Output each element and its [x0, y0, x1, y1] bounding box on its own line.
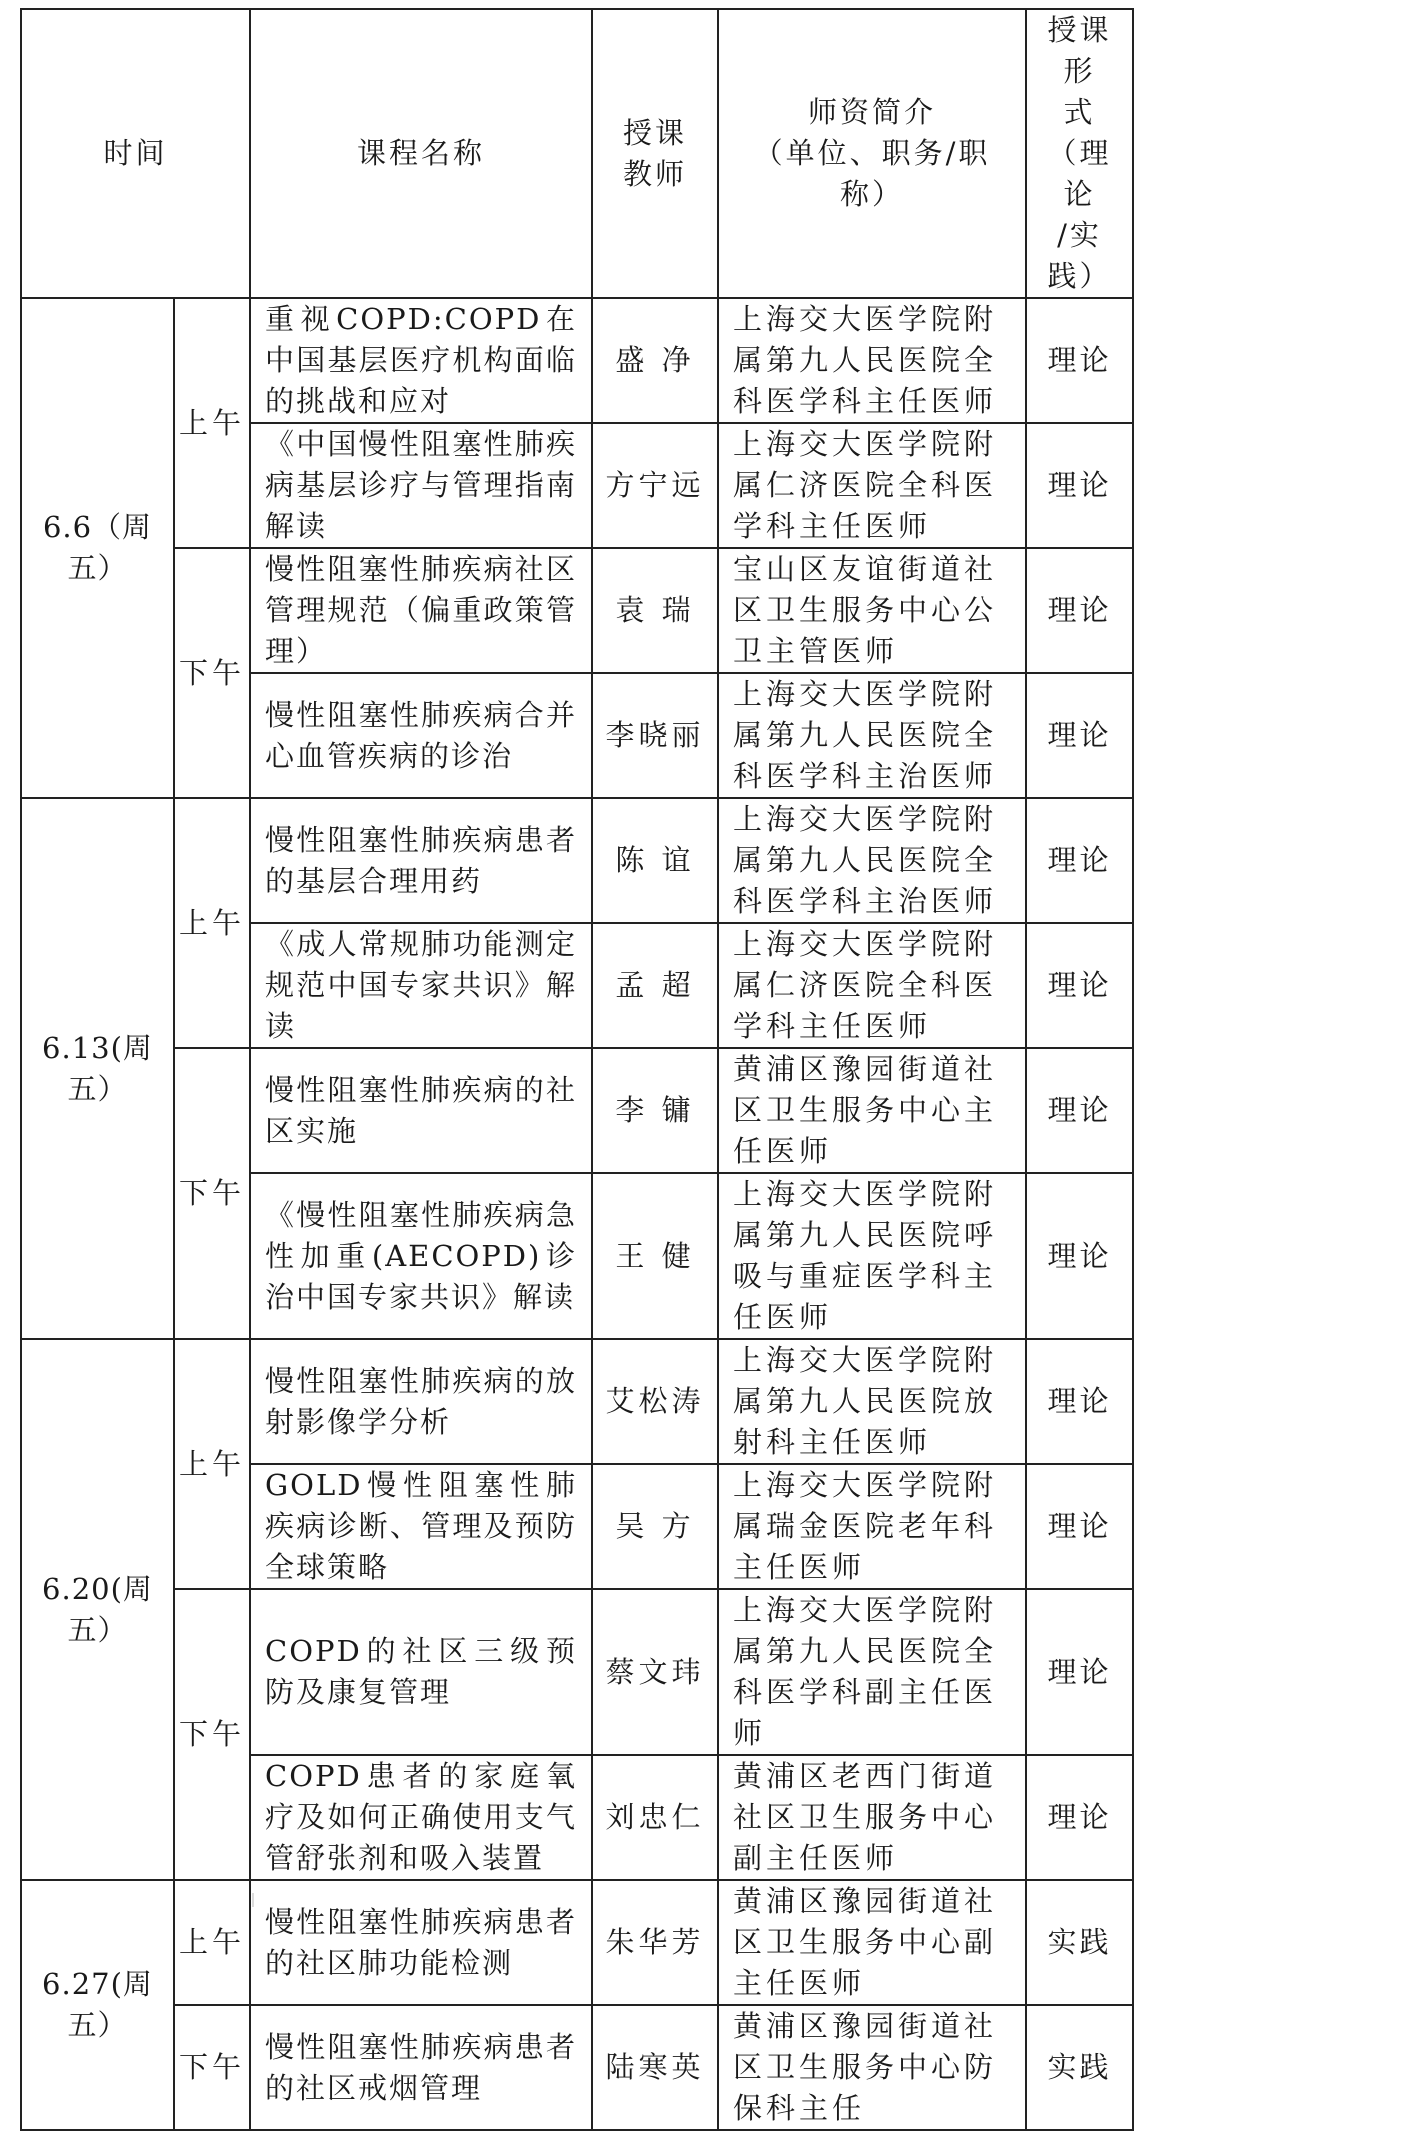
- teacher-bio: 上海交大医学院附属瑞金医院老年科主任医师: [718, 1464, 1026, 1589]
- teacher-bio: 上海交大医学院附属仁济医院全科医学科主任医师: [718, 923, 1026, 1048]
- course-schedule-table: [20, 8, 1134, 2131]
- teacher-name: 孟 超: [592, 923, 718, 1048]
- teaching-form: 理论: [1026, 1589, 1133, 1755]
- teacher-bio: 黄浦区豫园街道社区卫生服务中心副主任医师: [718, 1880, 1026, 2005]
- header-line: 授课: [622, 115, 687, 150]
- teaching-form: 实践: [1026, 2005, 1133, 2130]
- session-period: 下午: [174, 2005, 250, 2130]
- table-row: [21, 1880, 1133, 2005]
- teacher-bio: 上海交大医学院附属第九人民医院全科医学科主任医师: [718, 298, 1026, 423]
- teacher-name: 艾松涛: [592, 1339, 718, 1464]
- session-period: 上午: [174, 1880, 250, 2005]
- teacher-name: 盛 净: [592, 298, 718, 423]
- header-course-name: [250, 9, 592, 298]
- teacher-name: 吴 方: [592, 1464, 718, 1589]
- teaching-form: 理论: [1026, 1464, 1133, 1589]
- scan-artifact: [252, 1893, 254, 1907]
- table-row: [21, 1339, 1133, 1464]
- teaching-form: 理论: [1026, 298, 1133, 423]
- course-name: COPD患者的家庭氧疗及如何正确使用支气管舒张剂和吸入装置: [250, 1755, 592, 1880]
- course-name: 慢性阻塞性肺疾病患者的基层合理用药: [250, 798, 592, 923]
- header-line: 时间: [103, 136, 168, 170]
- header-line: 授课形: [1047, 13, 1112, 88]
- session-date: 6.27(周五）: [21, 1880, 174, 2130]
- teacher-bio: 上海交大医学院附属第九人民医院全科医学科主治医师: [718, 673, 1026, 798]
- session-date: 6.20(周五）: [21, 1339, 174, 1880]
- teacher-name: 李 镛: [592, 1048, 718, 1173]
- course-name: GOLD慢性阻塞性肺疾病诊断、管理及预防全球策略: [250, 1464, 592, 1589]
- course-name: 慢性阻塞性肺疾病合并心血管疾病的诊治: [250, 673, 592, 798]
- course-name: 慢性阻塞性肺疾病社区管理规范（偏重政策管理）: [250, 548, 592, 673]
- teaching-form: 理论: [1026, 673, 1133, 798]
- session-period: 下午: [174, 1589, 250, 1880]
- teacher-bio: 上海交大医学院附属第九人民医院放射科主任医师: [718, 1339, 1026, 1464]
- teacher-bio: 上海交大医学院附属第九人民医院全科医学科副主任医师: [718, 1589, 1026, 1755]
- teacher-bio: 黄浦区豫园街道社区卫生服务中心主任医师: [718, 1048, 1026, 1173]
- teacher-name: 方宁远: [592, 423, 718, 548]
- schedule-body: [21, 298, 1133, 2130]
- header-line: /实践）: [1047, 218, 1112, 293]
- header-line: 教师: [622, 156, 687, 191]
- teaching-form: 理论: [1026, 1173, 1133, 1339]
- session-period: 下午: [174, 548, 250, 798]
- teacher-name: 袁 瑞: [592, 548, 718, 673]
- table-row: [21, 1048, 1133, 1173]
- header-line: 课程名称: [356, 136, 485, 170]
- course-name: 《慢性阻塞性肺疾病急性加重(AECOPD)诊治中国专家共识》解读: [250, 1173, 592, 1339]
- teaching-form: 理论: [1026, 1339, 1133, 1464]
- header-line: （理论: [1047, 136, 1112, 211]
- teacher-name: 王 健: [592, 1173, 718, 1339]
- teacher-bio: 黄浦区豫园街道社区卫生服务中心防保科主任: [718, 2005, 1026, 2130]
- teacher-bio: 黄浦区老西门街道社区卫生服务中心副主任医师: [718, 1755, 1026, 1880]
- course-name: 慢性阻塞性肺疾病患者的社区戒烟管理: [250, 2005, 592, 2130]
- table-row: [21, 798, 1133, 923]
- course-name: 《成人常规肺功能测定规范中国专家共识》解读: [250, 923, 592, 1048]
- session-period: 下午: [174, 1048, 250, 1339]
- teaching-form: 理论: [1026, 1755, 1133, 1880]
- table-row: [21, 2005, 1133, 2130]
- header-line: 式: [1063, 95, 1096, 129]
- teacher-name: 陈 谊: [592, 798, 718, 923]
- teacher-bio: 宝山区友谊街道社区卫生服务中心公卫主管医师: [718, 548, 1026, 673]
- table-row: [21, 298, 1133, 423]
- teacher-bio: 上海交大医学院附属仁济医院全科医学科主任医师: [718, 423, 1026, 548]
- course-name: 慢性阻塞性肺疾病的社区实施: [250, 1048, 592, 1173]
- header-teacher: [592, 9, 718, 298]
- teacher-name: 李晓丽: [592, 673, 718, 798]
- course-name: 慢性阻塞性肺疾病的放射影像学分析: [250, 1339, 592, 1464]
- session-date: 6.13(周五）: [21, 798, 174, 1339]
- teacher-name: 朱华芳: [592, 1880, 718, 2005]
- session-period: 上午: [174, 798, 250, 1048]
- header-teaching-form: [1026, 9, 1133, 298]
- teacher-name: 刘忠仁: [592, 1755, 718, 1880]
- teaching-form: 理论: [1026, 423, 1133, 548]
- teaching-form: 理论: [1026, 1048, 1133, 1173]
- session-period: 上午: [174, 298, 250, 548]
- session-date: 6.6（周五）: [21, 298, 174, 798]
- teacher-name: 蔡文玮: [592, 1589, 718, 1755]
- table-row: [21, 548, 1133, 673]
- course-name: COPD的社区三级预防及康复管理: [250, 1589, 592, 1755]
- header-line: 师资简介: [807, 95, 936, 129]
- teaching-form: 理论: [1026, 798, 1133, 923]
- teacher-bio: 上海交大医学院附属第九人民医院呼吸与重症医学科主任医师: [718, 1173, 1026, 1339]
- course-name: 重视COPD:COPD在中国基层医疗机构面临的挑战和应对: [250, 298, 592, 423]
- header-time: [21, 9, 250, 298]
- teacher-name: 陆寒英: [592, 2005, 718, 2130]
- course-name: 《中国慢性阻塞性肺疾病基层诊疗与管理指南解读: [250, 423, 592, 548]
- teaching-form: 理论: [1026, 548, 1133, 673]
- header-line: （单位、职务/职称）: [753, 136, 991, 211]
- course-name: 慢性阻塞性肺疾病患者的社区肺功能检测: [250, 1880, 592, 2005]
- table-row: [21, 1589, 1133, 1755]
- header-row: [21, 9, 1133, 298]
- header-teacher-bio: [718, 9, 1026, 298]
- teaching-form: 理论: [1026, 923, 1133, 1048]
- teacher-bio: 上海交大医学院附属第九人民医院全科医学科主治医师: [718, 798, 1026, 923]
- session-period: 上午: [174, 1339, 250, 1589]
- teaching-form: 实践: [1026, 1880, 1133, 2005]
